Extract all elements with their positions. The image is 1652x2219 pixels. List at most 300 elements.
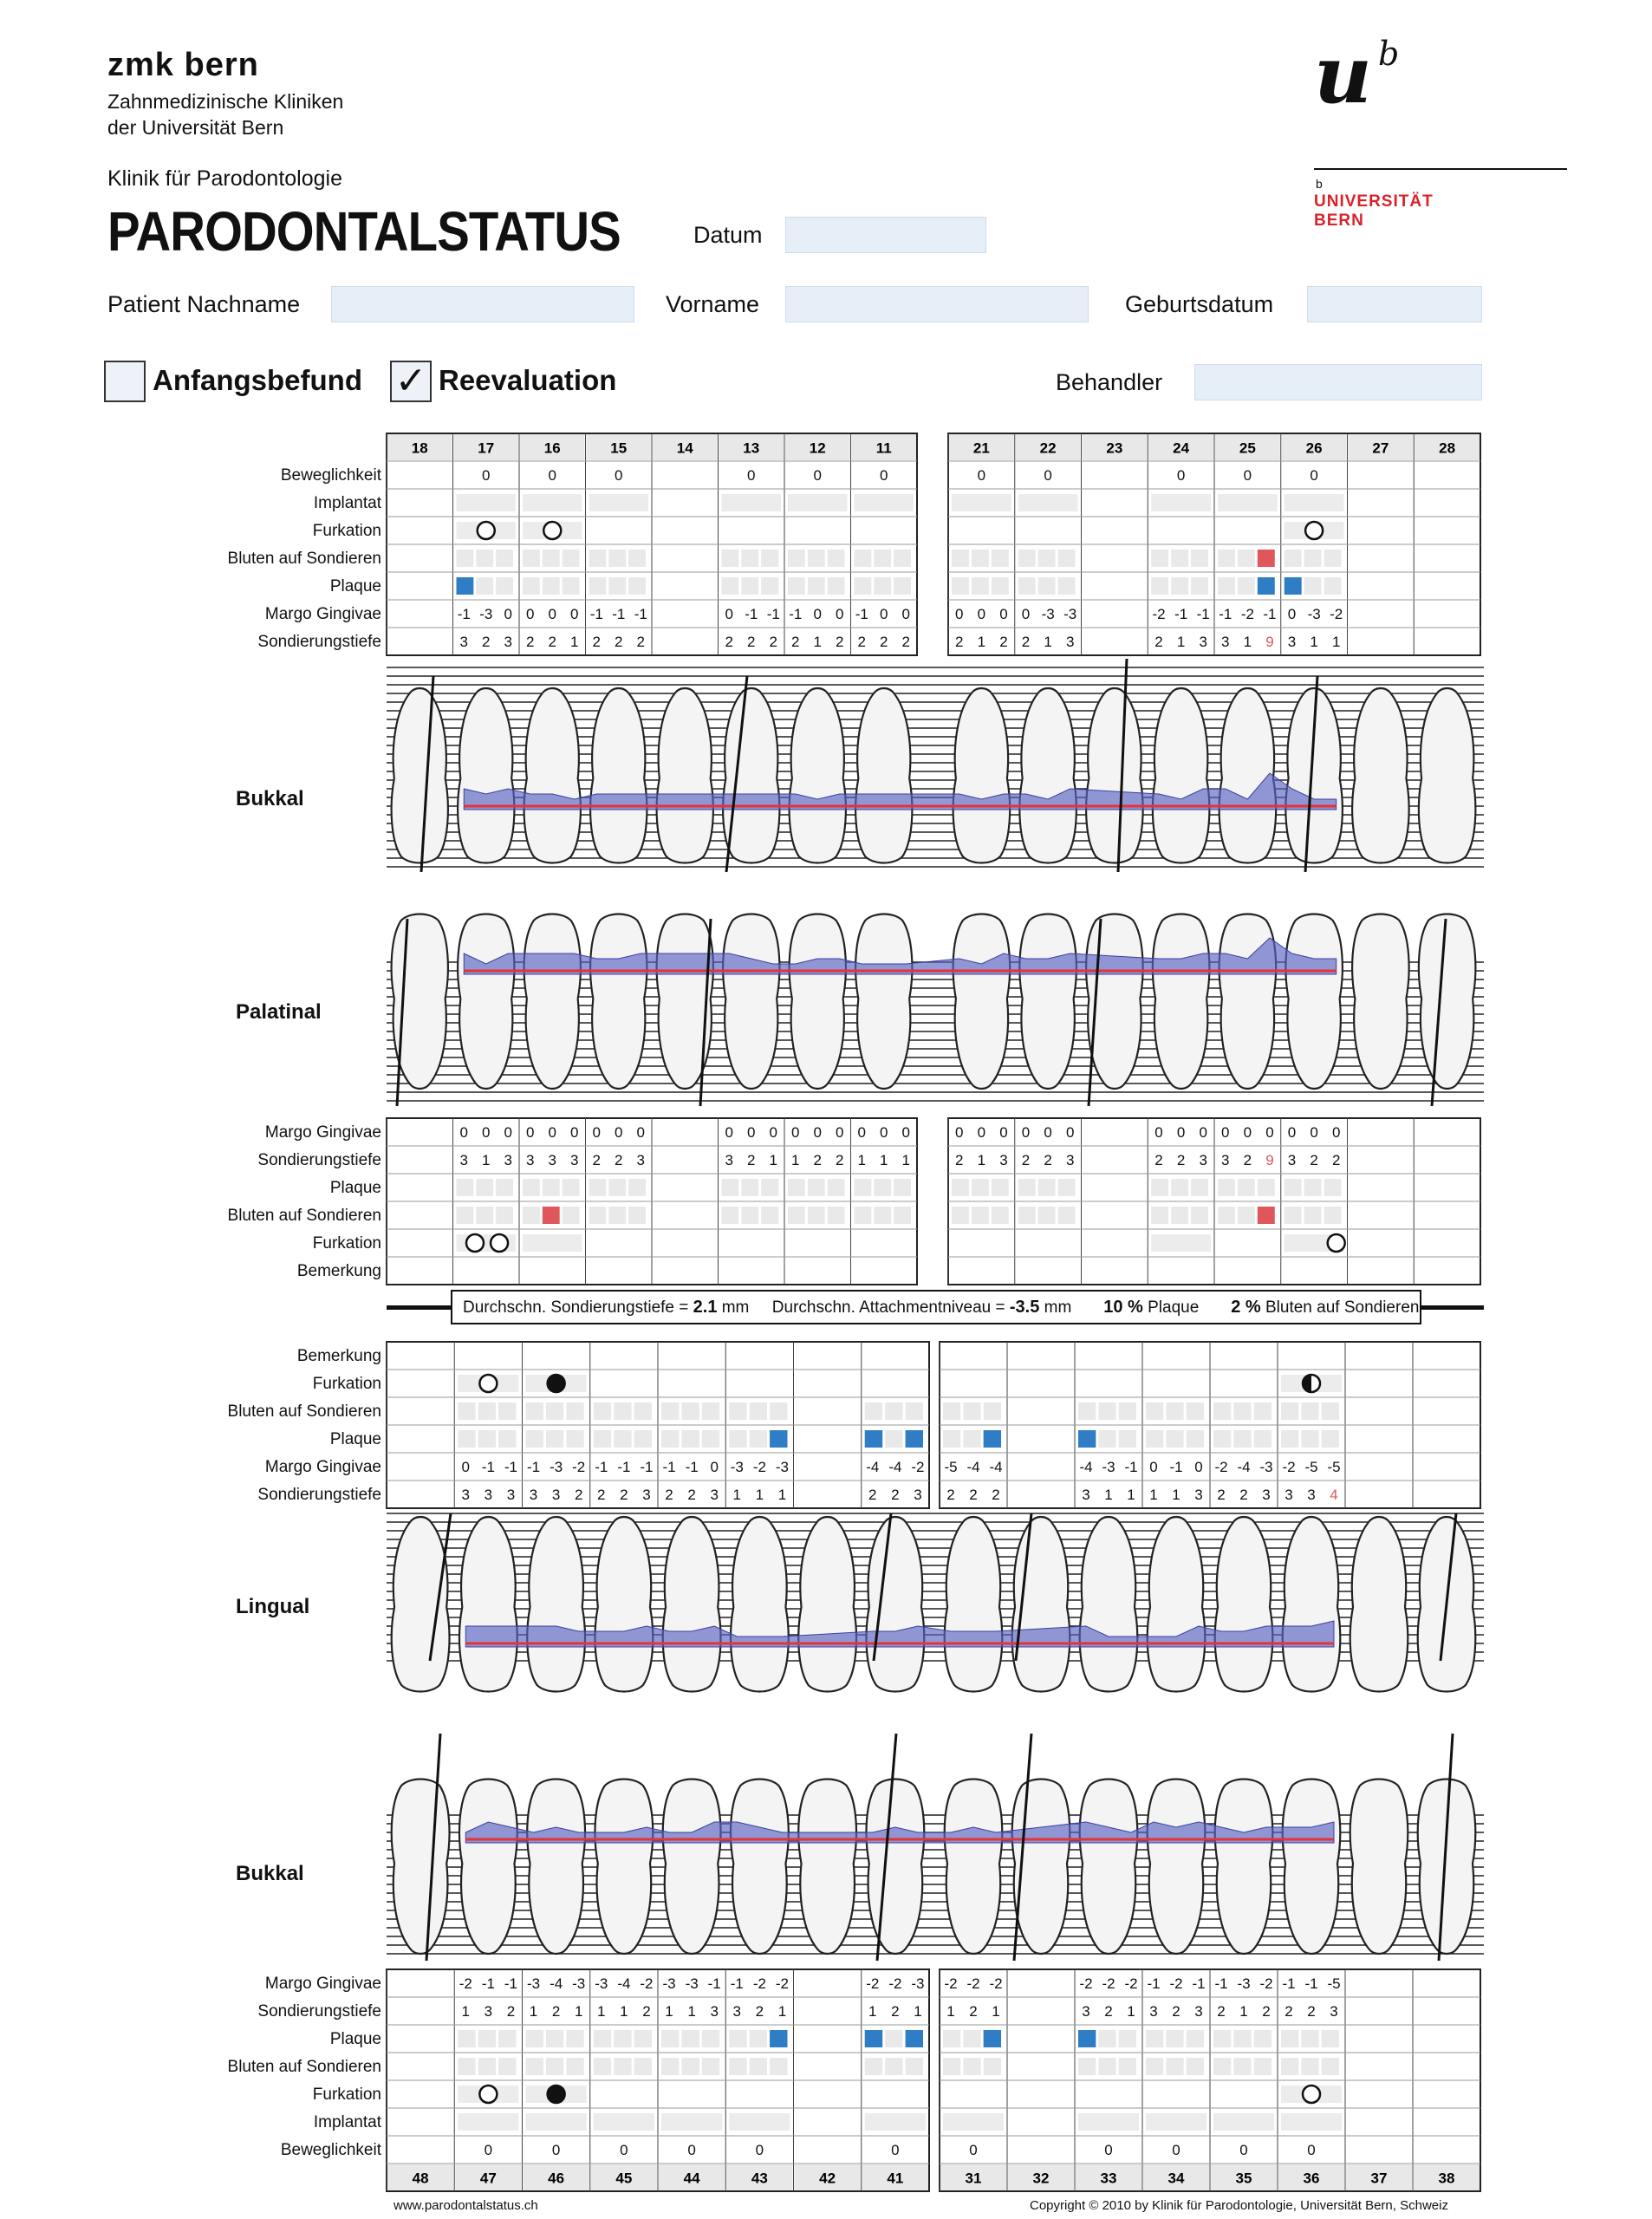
lower-plaque-box <box>750 2030 767 2047</box>
palatal-plaque-box <box>722 1179 739 1196</box>
lingual-tooth <box>595 1517 653 1692</box>
upper-margo-value: 0 <box>1021 606 1031 622</box>
palatal-bluten-box <box>1238 1207 1255 1224</box>
lingual-bluten-box <box>1281 1402 1298 1420</box>
palatal-margo-value: 0 <box>1287 1124 1297 1141</box>
lower-plaque-box <box>614 2030 631 2047</box>
palatal-sond-value: 3 <box>570 1152 579 1168</box>
lower-margo-value: -2 <box>888 1975 902 1992</box>
lingual-margo-value: -2 <box>911 1459 925 1475</box>
palatal-plaque-box <box>523 1179 540 1196</box>
lower-buccal-tooth <box>392 1780 450 1955</box>
lower-margo-value: -3 <box>595 1975 608 1992</box>
lingual-sond-value: 3 <box>1307 1487 1316 1503</box>
palatal-plaque-box <box>972 1179 989 1196</box>
label-bluten-lingual: Bluten auf Sondieren <box>227 1402 381 1421</box>
lingual-sond-value: 2 <box>946 1487 955 1503</box>
lower-sond-value: 1 <box>665 2003 673 2020</box>
lingual-sond-value: 2 <box>574 1487 583 1503</box>
lower-sond-value: 2 <box>969 2003 978 2020</box>
palatal-plaque-box <box>874 1179 891 1196</box>
lingual-margo-value: 0 <box>1149 1459 1158 1475</box>
lower-sond-value: 2 <box>1285 2003 1293 2020</box>
lingual-plaque-box <box>1187 1430 1204 1448</box>
lower-bluten-box <box>1146 2058 1163 2075</box>
summary-bar <box>451 1290 1421 1324</box>
palatal-plaque-box <box>1151 1179 1168 1196</box>
lingual-tooth <box>1283 1517 1341 1692</box>
upper-bluten-box <box>722 550 739 567</box>
palatal-sond-value: 3 <box>504 1152 512 1168</box>
palatal-sond-value: 1 <box>857 1152 866 1168</box>
summary-sondierung-label: Durchschn. Sondierungstiefe = <box>463 1298 689 1317</box>
upper-beweglichkeit-value: 0 <box>615 467 623 484</box>
lingual-sond-value: 2 <box>665 1487 673 1503</box>
upper-margo-value: -1 <box>1174 606 1188 622</box>
palatal-plaque-box <box>992 1179 1009 1196</box>
lower-plaque-marker <box>984 2030 1001 2047</box>
lingual-sond-value: 2 <box>992 1487 1000 1503</box>
palatal-tooth <box>1153 914 1209 1090</box>
palatal-plaque-box <box>808 1179 825 1196</box>
lower-buccal-table <box>387 1969 1480 2191</box>
palatal-bluten-box <box>1218 1207 1235 1224</box>
label-bukkal-lower: Bukkal <box>236 1862 304 1885</box>
upper-bluten-box <box>972 550 989 567</box>
upper-plaque-box <box>563 577 580 595</box>
summary-attachment-label: Durchschn. Attachmentniveau = <box>771 1298 1005 1317</box>
upper-plaque-marker <box>1258 577 1275 595</box>
upper-sond-value: 3 <box>459 634 468 650</box>
lingual-tooth <box>1215 1517 1273 1692</box>
upper-buccal-tooth <box>790 688 846 863</box>
palatal-tooth <box>723 914 779 1090</box>
lower-bluten-box <box>1098 2058 1115 2075</box>
lingual-bluten-box <box>1301 1402 1318 1420</box>
upper-beweglichkeit-value: 0 <box>1176 467 1186 484</box>
lingual-sond-value: 2 <box>687 1487 696 1503</box>
lower-furkation-circle <box>1303 2086 1320 2103</box>
lower-implantat-cell <box>1213 2113 1274 2131</box>
upper-margo-value: -2 <box>1152 606 1166 622</box>
lingual-bluten-box <box>1078 1402 1096 1420</box>
lingual-margo-value: -4 <box>966 1459 980 1475</box>
palatal-plaque-box <box>1324 1179 1342 1196</box>
lower-plaque-box <box>1281 2030 1298 2047</box>
summary-sondierung-unit: mm <box>721 1298 750 1317</box>
upper-bluten-box <box>457 550 474 567</box>
upper-sond-value: 1 <box>977 634 986 650</box>
lingual-plaque-box <box>478 1430 496 1448</box>
upper-buccal-tooth <box>458 688 514 863</box>
upper-margo-value: -3 <box>479 606 493 622</box>
upper-plaque-box <box>543 577 560 595</box>
lower-sond-value: 3 <box>710 2003 719 2020</box>
upper-plaque-box <box>1218 577 1235 595</box>
lower-bluten-box <box>634 2058 652 2075</box>
upper-sond-value: 1 <box>1176 634 1186 650</box>
lingual-margo-value: 0 <box>1194 1459 1203 1475</box>
upper-margo-value: -1 <box>612 606 626 622</box>
palatal-margo-value: 0 <box>592 1124 601 1141</box>
lower-buccal-tooth <box>798 1780 856 1955</box>
label-margo-palatal: Margo Gingivae <box>264 1123 381 1142</box>
lower-bluten-box <box>943 2058 960 2075</box>
lingual-bluten-box <box>566 1402 583 1420</box>
upper-bluten-box <box>894 550 911 567</box>
footer-copyright: Copyright © 2010 by Klinik für Parodontologie, Universität Bern, Schweiz <box>1030 2198 1448 2213</box>
lingual-furkation-circle <box>548 1375 565 1392</box>
upper-margo-value: 0 <box>955 606 964 622</box>
upper-tooth-number: 13 <box>743 439 760 457</box>
upper-implantat-cell <box>855 494 914 511</box>
upper-sond-value: 1 <box>570 634 579 650</box>
lingual-plaque-box <box>526 1430 543 1448</box>
lower-bluten-box <box>1301 2058 1318 2075</box>
palatal-plaque-box <box>589 1179 607 1196</box>
palatal-sond-value: 3 <box>1065 1152 1075 1168</box>
lower-plaque-box <box>1166 2030 1183 2047</box>
lower-sond-value: 1 <box>620 2003 628 2020</box>
lower-plaque-box <box>729 2030 746 2047</box>
upper-bluten-box <box>1018 550 1036 567</box>
upper-margo-value: -1 <box>1219 606 1232 622</box>
lower-margo-value: -2 <box>989 1975 1003 1992</box>
upper-margo-value: -1 <box>457 606 471 622</box>
palatal-margo-value: 0 <box>955 1124 964 1141</box>
lower-plaque-box <box>1233 2030 1251 2047</box>
palatal-plaque-box <box>608 1179 626 1196</box>
lower-buccal-tooth <box>945 1780 1003 1955</box>
lower-buccal-tooth <box>663 1780 721 1955</box>
lingual-plaque-box <box>1146 1430 1163 1448</box>
upper-buccal-tooth <box>855 688 912 863</box>
upper-margo-value: -1 <box>789 606 803 622</box>
lower-margo-value: -2 <box>752 1975 766 1992</box>
palatal-furkation-cell <box>523 1234 582 1252</box>
palatal-margo-value: 0 <box>548 1124 556 1141</box>
lower-furkation-circle <box>548 2086 565 2103</box>
palatal-tooth <box>1285 914 1342 1090</box>
upper-bluten-box <box>1191 550 1208 567</box>
palatal-sond-value: 2 <box>1154 1152 1163 1168</box>
palatal-plaque-box <box>1038 1179 1056 1196</box>
lower-tooth-number: 34 <box>1167 2170 1185 2187</box>
vorname-label: Vorname <box>666 291 760 317</box>
lingual-plaque-box <box>498 1430 516 1448</box>
lower-bluten-box <box>984 2058 1001 2075</box>
lower-tooth-number: 35 <box>1235 2170 1252 2187</box>
lower-sond-value: 2 <box>506 2003 516 2020</box>
upper-buccal-tooth <box>657 688 713 863</box>
summary-bluten-label: Bluten auf Sondieren <box>1265 1298 1420 1317</box>
lingual-plaque-marker <box>906 1430 923 1448</box>
upper-sond-value: 2 <box>901 634 910 650</box>
lower-buccal-tooth <box>1215 1780 1273 1955</box>
label-beweglichkeit-lower: Beweglichkeit <box>280 2141 381 2159</box>
lower-sond-value: 1 <box>914 2003 922 2020</box>
lingual-bluten-box <box>702 1402 719 1420</box>
upper-sond-value: 2 <box>836 634 844 650</box>
lingual-tooth <box>527 1517 585 1692</box>
upper-buccal-tooth <box>1086 688 1142 863</box>
upper-tooth-number: 28 <box>1439 439 1456 457</box>
lingual-bluten-box <box>1213 1402 1231 1420</box>
lingual-margo-value: -2 <box>572 1459 586 1475</box>
lower-tooth-number: 37 <box>1370 2170 1388 2187</box>
lingual-margo-value: -1 <box>504 1459 518 1475</box>
lingual-margo-value: -3 <box>1259 1459 1273 1475</box>
upper-plaque-box <box>608 577 626 595</box>
palatal-sond-value: 3 <box>999 1152 1008 1168</box>
lower-bluten-box <box>498 2058 516 2075</box>
palatal-sond-value: 1 <box>791 1152 800 1168</box>
palatal-bluten-box <box>741 1207 758 1224</box>
geburtsdatum-label: Geburtsdatum <box>1125 291 1274 317</box>
lower-plaque-box <box>885 2030 902 2047</box>
upper-margo-value: 0 <box>999 606 1008 622</box>
lower-plaque-box <box>661 2030 679 2047</box>
upper-sond-value: 2 <box>482 634 491 650</box>
lower-beweglichkeit-value: 0 <box>969 2142 978 2158</box>
upper-sond-value: 2 <box>880 634 888 650</box>
upper-margo-value: 0 <box>813 606 822 622</box>
lower-plaque-box <box>943 2030 960 2047</box>
footer-website[interactable]: www.parodontalstatus.ch <box>393 2198 538 2213</box>
label-furkation-upper: Furkation <box>312 522 381 540</box>
palatal-bluten-box <box>1058 1207 1076 1224</box>
upper-bluten-box <box>476 550 493 567</box>
lingual-margo-value: -5 <box>944 1459 958 1475</box>
lingual-margo-value: 0 <box>710 1459 719 1475</box>
label-bemerkung-lingual: Bemerkung <box>296 1347 381 1365</box>
upper-sond-value: 9 <box>1265 634 1274 650</box>
palatal-margo-value: 0 <box>615 1124 623 1141</box>
lower-plaque-box <box>1187 2030 1204 2047</box>
upper-margo-value: 0 <box>901 606 910 622</box>
upper-margo-value: -1 <box>589 606 603 622</box>
label-bluten-upper: Bluten auf Sondieren <box>227 550 381 568</box>
lingual-plaque-box <box>1119 1430 1136 1448</box>
lower-plaque-marker <box>770 2030 787 2047</box>
lower-bluten-box <box>906 2058 923 2075</box>
upper-sond-value: 2 <box>725 634 733 650</box>
label-beweglichkeit-upper: Beweglichkeit <box>280 466 381 485</box>
lower-bluten-box <box>865 2058 882 2075</box>
palatal-sond-value: 1 <box>880 1152 888 1168</box>
anfangsbefund-label: Anfangsbefund <box>153 364 362 396</box>
palatal-bluten-box <box>589 1207 607 1224</box>
lingual-sond-value: 3 <box>642 1487 651 1503</box>
lingual-tooth <box>459 1517 517 1692</box>
palatal-plaque-box <box>1285 1179 1302 1196</box>
lower-margo-value: -1 <box>504 1975 518 1992</box>
upper-plaque-box <box>894 577 911 595</box>
lingual-furkation-circle <box>479 1375 497 1392</box>
palatal-margo-value: 0 <box>459 1124 468 1141</box>
palatal-bluten-box <box>496 1207 513 1224</box>
lingual-plaque-box <box>458 1430 475 1448</box>
behandler-label: Behandler <box>1056 369 1163 395</box>
lower-beweglichkeit-value: 0 <box>687 2142 696 2158</box>
lingual-bluten-box <box>885 1402 902 1420</box>
lingual-margo-value: -4 <box>1079 1459 1093 1475</box>
lingual-bluten-box <box>478 1402 496 1420</box>
upper-plaque-box <box>523 577 540 595</box>
lower-plaque-box <box>498 2030 516 2047</box>
lingual-bluten-box <box>526 1402 543 1420</box>
palatal-plaque-box <box>476 1179 493 1196</box>
lingual-plaque-box <box>1322 1430 1339 1448</box>
summary-attachment-unit: mm <box>1044 1298 1072 1317</box>
lower-plaque-marker <box>906 2030 923 2047</box>
upper-plaque-box <box>628 577 646 595</box>
lower-sond-value: 2 <box>755 2003 764 2020</box>
university-logo-u: u <box>1314 28 1372 121</box>
lingual-plaque-box <box>1233 1430 1251 1448</box>
lower-plaque-box <box>526 2030 543 2047</box>
lingual-margo-value: -1 <box>526 1459 541 1475</box>
palatal-sond-value: 2 <box>813 1152 822 1168</box>
lower-plaque-box <box>1119 2030 1136 2047</box>
lower-sond-value: 1 <box>868 2003 877 2020</box>
lower-buccal-tooth <box>1350 1780 1408 1955</box>
lower-bluten-box <box>770 2058 787 2075</box>
lingual-bluten-box <box>498 1402 516 1420</box>
lingual-plaque-box <box>943 1430 960 1448</box>
upper-bluten-box <box>761 550 778 567</box>
lingual-margo-value: -1 <box>685 1459 699 1475</box>
lower-tooth-number: 46 <box>548 2170 565 2187</box>
palatal-bluten-box <box>761 1207 778 1224</box>
lower-lingual-table <box>387 1342 1480 1508</box>
lower-plaque-box <box>1146 2030 1163 2047</box>
label-sondierung-palatal: Sondierungstiefe <box>257 1151 381 1169</box>
lower-bluten-box <box>1281 2058 1298 2075</box>
reevaluation-checkbox[interactable]: ✓ <box>390 361 432 402</box>
lingual-margo-value: -3 <box>1102 1459 1115 1475</box>
lower-margo-value: -3 <box>1237 1975 1251 1992</box>
lower-sond-value: 1 <box>946 2003 955 2020</box>
palatal-bluten-box <box>608 1207 626 1224</box>
palatal-margo-value: 0 <box>977 1124 986 1141</box>
lower-sond-value: 1 <box>992 2003 1000 2020</box>
upper-buccal-tooth <box>1153 688 1209 863</box>
lower-margo-value: -2 <box>1169 1975 1183 1992</box>
lower-sond-value: 2 <box>1172 2003 1180 2020</box>
upper-sond-value: 1 <box>1331 634 1341 650</box>
palatal-sond-value: 3 <box>548 1152 556 1168</box>
lingual-bluten-box <box>865 1402 882 1420</box>
palatal-plaque-box <box>543 1179 560 1196</box>
upper-bluten-box <box>828 550 845 567</box>
lingual-bluten-box <box>1233 1402 1251 1420</box>
lingual-plaque-box <box>729 1430 746 1448</box>
lower-bluten-box <box>661 2058 679 2075</box>
palatal-margo-value: 0 <box>526 1124 535 1141</box>
palatal-plaque-box <box>761 1179 778 1196</box>
upper-beweglichkeit-value: 0 <box>1310 467 1318 484</box>
lingual-bluten-box <box>1146 1402 1163 1420</box>
lower-plaque-box <box>963 2030 980 2047</box>
palatal-margo-value: 0 <box>901 1124 910 1141</box>
lower-implantat-cell <box>661 2113 722 2131</box>
upper-plaque-box <box>1151 577 1168 595</box>
lower-margo-value: -2 <box>1079 1975 1093 1992</box>
palatal-margo-value: 0 <box>636 1124 645 1141</box>
lower-sond-value: 1 <box>1239 2003 1248 2020</box>
palatal-margo-value: 0 <box>1021 1124 1031 1141</box>
palatal-margo-value: 0 <box>1331 1124 1341 1141</box>
lingual-plaque-box <box>594 1430 611 1448</box>
upper-plaque-box <box>761 577 778 595</box>
upper-sond-value: 1 <box>813 634 822 650</box>
palatal-sond-value: 2 <box>1243 1152 1252 1168</box>
upper-plaque-box <box>1191 577 1208 595</box>
palatal-plaque-box <box>1191 1179 1208 1196</box>
upper-tooth-number: 24 <box>1173 439 1190 457</box>
lower-sond-value: 2 <box>551 2003 561 2020</box>
upper-implantat-cell <box>457 494 517 511</box>
lingual-plaque-box <box>1098 1430 1115 1448</box>
label-sondierung-lingual: Sondierungstiefe <box>257 1486 381 1504</box>
upper-plaque-box <box>1304 577 1322 595</box>
university-name-line1: UNIVERSITÄT <box>1314 192 1434 211</box>
upper-beweglichkeit-value: 0 <box>813 467 822 484</box>
upper-buccal-tooth <box>392 688 448 863</box>
lower-buccal-tooth <box>595 1780 653 1955</box>
label-palatinal: Palatinal <box>236 1000 322 1024</box>
lingual-plaque-box <box>1281 1430 1298 1448</box>
lower-margo-value: -2 <box>966 1975 980 1992</box>
lingual-plaque-marker <box>984 1430 1001 1448</box>
upper-margo-value: -2 <box>1240 606 1254 622</box>
lower-plaque-box <box>681 2030 699 2047</box>
lower-beweglichkeit-value: 0 <box>1104 2142 1113 2158</box>
label-furkation-lower: Furkation <box>312 2086 381 2104</box>
palatal-plaque-box <box>563 1179 580 1196</box>
palatal-furkation-circle <box>491 1234 508 1252</box>
lingual-margo-value: -1 <box>595 1459 608 1475</box>
palatal-bluten-box <box>828 1207 845 1224</box>
palatal-bleeding-marker <box>1258 1207 1275 1224</box>
lower-sond-value: 2 <box>891 2003 900 2020</box>
lower-tooth-number: 45 <box>615 2170 633 2187</box>
palatal-sond-value: 2 <box>955 1152 964 1168</box>
summary-plaque-label: Plaque <box>1148 1298 1200 1317</box>
palatal-bluten-box <box>855 1207 872 1224</box>
palatal-bluten-box <box>1018 1207 1036 1224</box>
palatal-sond-value: 2 <box>747 1152 756 1168</box>
label-bukkal-upper: Bukkal <box>236 787 304 810</box>
palatal-sond-value: 2 <box>1331 1152 1341 1168</box>
lingual-plaque-box <box>546 1430 563 1448</box>
lower-tooth-number: 42 <box>819 2170 836 2187</box>
label-implantat-upper: Implantat <box>313 494 381 512</box>
lingual-bluten-box <box>1166 1402 1183 1420</box>
lower-bluten-box <box>1233 2058 1251 2075</box>
lingual-bluten-box <box>614 1402 631 1420</box>
lingual-plaque-marker <box>865 1430 882 1448</box>
label-bluten-palatal: Bluten auf Sondieren <box>227 1207 381 1225</box>
palatal-plaque-box <box>496 1179 513 1196</box>
lower-sond-value: 3 <box>1149 2003 1158 2020</box>
palatal-margo-value: 0 <box>504 1124 512 1141</box>
lingual-tooth <box>392 1517 450 1692</box>
upper-implantat-cell <box>1018 494 1078 511</box>
upper-beweglichkeit-value: 0 <box>482 467 491 484</box>
palatal-sond-value: 3 <box>1199 1152 1207 1168</box>
